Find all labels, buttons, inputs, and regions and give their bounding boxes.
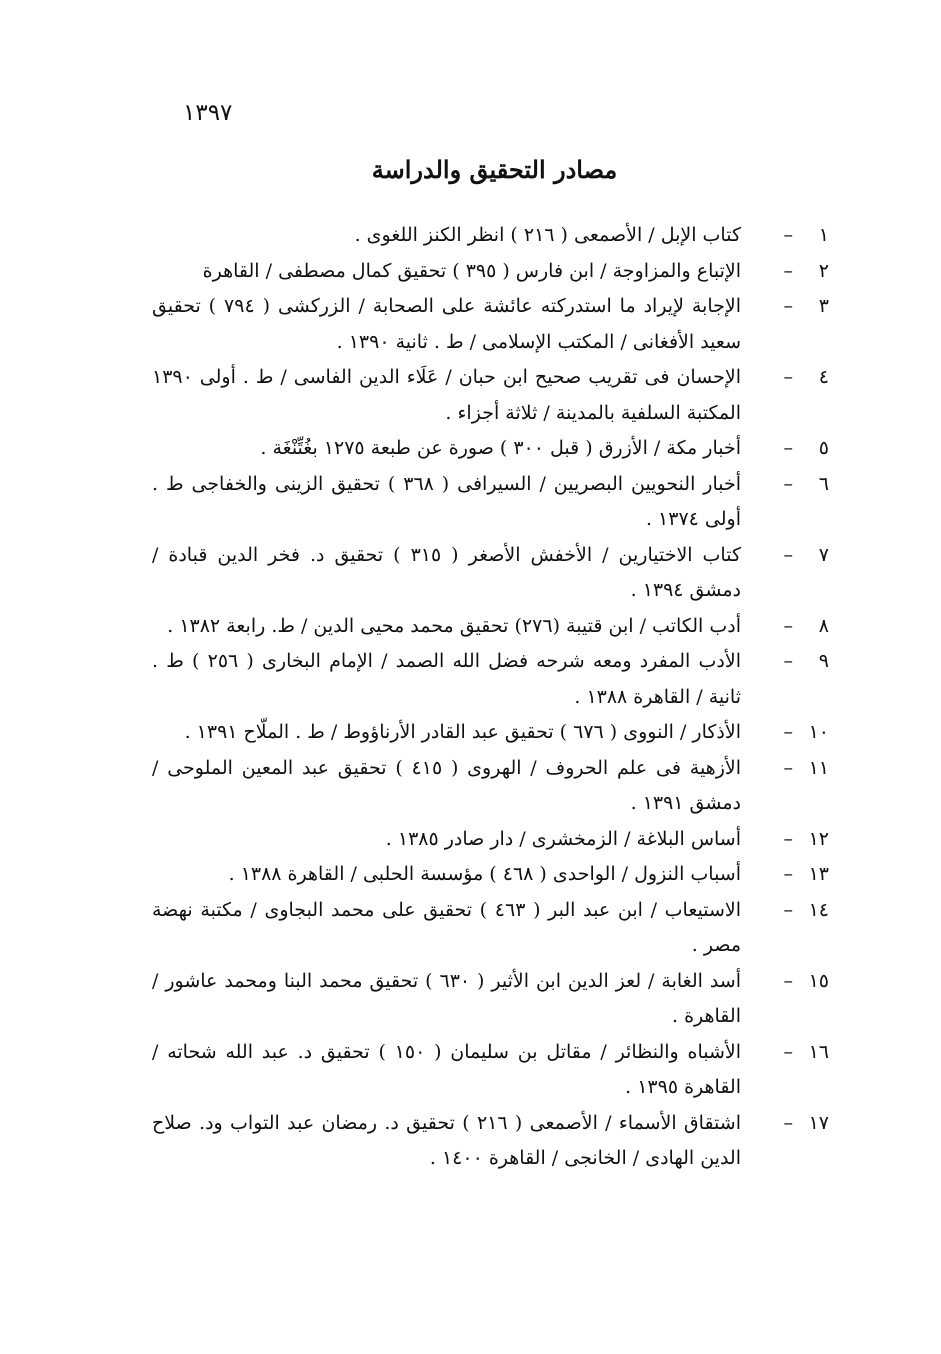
reference-number: ٩ <box>818 650 829 672</box>
reference-dash: – <box>783 650 793 672</box>
reference-item <box>152 964 829 1035</box>
page-title <box>0 155 941 184</box>
reference-dash: – <box>783 969 793 992</box>
reference-text: الأذكار / النووى ( ٦٧٦ ) تحقيق عبد القادر الأرناؤوط / ط . الملّاح ١٣٩١ . <box>184 721 741 743</box>
reference-dash: – <box>783 472 793 495</box>
reference-dash: – <box>783 543 793 566</box>
reference-number: ١٠ <box>808 721 829 743</box>
reference-text: كتاب الاختيارين / الأخفش الأصغر ( ٣١٥ ) تحقيق د. فخر الدين قبادة / دمشق ١٣٩٤ . <box>152 543 741 601</box>
reference-text: كتاب الإبل / الأصمعى ( ٢١٦ ) انظر الكنز اللغوى . <box>354 224 741 246</box>
reference-number: ١٤ <box>808 898 829 921</box>
page-title-text: مصادر التحقيق والدراسة <box>371 155 618 184</box>
reference-item <box>152 467 829 538</box>
reference-number: ٥ <box>818 437 829 459</box>
reference-number: ١٦ <box>808 1040 829 1063</box>
reference-number: ١٣ <box>808 863 829 885</box>
reference-number: ١ <box>818 224 829 246</box>
reference-item <box>152 360 829 431</box>
reference-number: ١٥ <box>808 969 829 992</box>
reference-number: ٧ <box>818 543 829 566</box>
reference-number: ٢ <box>818 259 829 282</box>
reference-dash: – <box>783 366 793 388</box>
reference-number: ١٧ <box>808 1111 829 1134</box>
reference-dash: – <box>783 1040 793 1063</box>
reference-item <box>152 857 829 893</box>
reference-text: أسد الغابة / لعز الدين ابن الأثير ( ٦٣٠ ) تحقيق محمد البنا ومحمد عاشور / القاهرة . <box>152 969 741 1027</box>
reference-item <box>152 644 829 715</box>
reference-text: أسباب النزول / الواحدى ( ٤٦٨ ) مؤسسة الحلبى / القاهرة ١٣٨٨ . <box>228 863 741 885</box>
reference-item <box>152 822 829 858</box>
reference-text: الإجابة لإيراد ما استدركته عائشة على الصحابة / الزركشى ( ٧٩٤ ) تحقيق سعيد الأفغانى / المكتب الإسلامى / ط . ثانية ١٣٩٠ . <box>152 295 741 353</box>
reference-number: ٦ <box>818 472 829 495</box>
reference-text: الإحسان فى تقريب صحيح ابن حبان / عَلَاء الدين الفاسى / ط . أولى ١٣٩٠ المكتبة السلفية بالمدينة / ثلاثة أجزاء . <box>152 366 741 424</box>
reference-number: ١١ <box>808 756 829 779</box>
reference-item <box>152 893 829 964</box>
reference-item <box>152 538 829 609</box>
reference-item <box>152 715 829 751</box>
reference-item <box>152 751 829 822</box>
reference-text: أدب الكاتب / ابن قتيبة (٢٧٦) تحقيق محمد محيى الدين / ط. رابعة ١٣٨٢ . <box>167 614 741 637</box>
page-number: ١٣٩٧ <box>183 100 233 126</box>
reference-number: ٣ <box>818 295 829 317</box>
reference-dash: – <box>783 898 793 921</box>
reference-item <box>152 609 829 645</box>
reference-text: أخبار مكة / الأزرق ( قبل ٣٠٠ ) صورة عن طبعة ١٢٧٥ بغُتِّنْغَة . <box>260 437 741 459</box>
reference-dash: – <box>783 437 793 459</box>
reference-dash: – <box>783 614 793 637</box>
reference-text: الأشباه والنظائر / مقاتل بن سليمان ( ١٥٠ ) تحقيق د. عبد الله شحاته / القاهرة ١٣٩٥ . <box>152 1040 741 1098</box>
reference-number: ٤ <box>818 366 829 388</box>
reference-dash: – <box>783 827 793 850</box>
reference-dash: – <box>783 756 793 779</box>
reference-number: ٨ <box>818 614 829 637</box>
reference-text: الأدب المفرد ومعه شرحه فضل الله الصمد / الإمام البخارى ( ٢٥٦ ) ط . ثانية / القاهرة ١٣٨٨ . <box>152 650 741 708</box>
reference-text: الاستيعاب / ابن عبد البر ( ٤٦٣ ) تحقيق على محمد البجاوى / مكتبة نهضة مصر . <box>152 898 741 956</box>
reference-dash: – <box>783 863 793 885</box>
reference-item <box>152 218 829 254</box>
reference-item <box>152 1035 829 1106</box>
reference-text: الإتباع والمزاوجة / ابن فارس ( ٣٩٥ ) تحقيق كمال مصطفى / القاهرة <box>202 259 741 282</box>
reference-item <box>152 289 829 360</box>
reference-dash: – <box>783 1111 793 1134</box>
reference-text: اشتقاق الأسماء / الأصمعى ( ٢١٦ ) تحقيق د. رمضان عبد التواب ود. صلاح الدين الهادى / الخانجى / القاهرة ١٤٠٠ . <box>152 1111 741 1169</box>
reference-text: أساس البلاغة / الزمخشرى / دار صادر ١٣٨٥ . <box>385 827 741 850</box>
reference-item <box>152 431 829 467</box>
reference-dash: – <box>783 721 793 743</box>
reference-dash: – <box>783 295 793 317</box>
reference-number: ١٢ <box>808 827 829 850</box>
reference-text: الأزهية فى علم الحروف / الهروى ( ٤١٥ ) تحقيق عبد المعين الملوحى / دمشق ١٣٩١ . <box>152 756 741 814</box>
references-list <box>152 218 829 1177</box>
reference-text: أخبار النحويين البصريين / السيرافى ( ٣٦٨ ) تحقيق الزينى والخفاجى ط . أولى ١٣٧٤ . <box>152 472 741 530</box>
reference-item <box>152 1106 829 1177</box>
reference-dash: – <box>783 259 793 282</box>
reference-dash: – <box>783 224 793 246</box>
reference-item <box>152 254 829 290</box>
